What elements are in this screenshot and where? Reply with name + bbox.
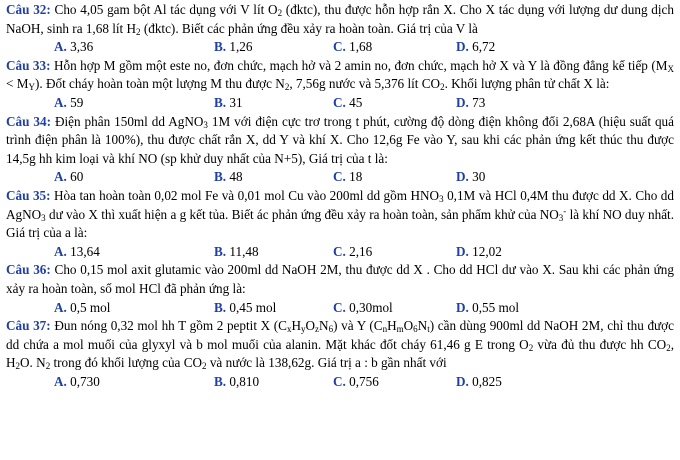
question-number: Câu 33:: [6, 57, 51, 73]
option-text: 30: [472, 169, 486, 185]
option-text: 0,730: [70, 373, 100, 389]
answer-option-a: [54, 94, 83, 113]
question-text-run: Cho 4,05 gam bột Al tác dụng với V lít O: [50, 2, 278, 17]
option-key: C.: [333, 169, 346, 185]
option-key: B.: [214, 373, 227, 389]
option-text: 0,5 mol: [70, 299, 111, 315]
question-text-run: ) cần dùng 900ml dd NaOH 2M, chỉ thu được dd chứa a mol muối của glyxyl và b mol muối của alanin. Mặt khác đốt cháy 61,46 g E trong O: [6, 318, 675, 352]
option-text: 1,68: [349, 39, 373, 55]
answer-option-b: [214, 299, 276, 318]
question-text: [6, 1, 674, 38]
question-q36: [6, 261, 674, 317]
option-key: B.: [214, 169, 227, 185]
question-text-run: và nước là 138,62g. Giá trị a : b gần nhất với: [206, 355, 447, 371]
option-key: B.: [214, 243, 227, 259]
question-text-run: 1M với điện cực trơ trong t phút, cường độ dòng điện không đổi 2,68A (hiệu suất quá trình điện phân là 100%), thu được chất rắn X, dd Y và khí X. Cho 12,6g Fe vào Y, sau khi các phản ứng kết thúc thu được 14,5g hh kim loại và khí NO (sp khử duy nhất của N+5), Giá trị của t là:: [6, 113, 675, 166]
answer-option-a: [54, 373, 100, 392]
subscript: 2: [15, 361, 21, 372]
subscript: m: [396, 324, 404, 335]
subscript: z: [315, 324, 320, 335]
subscript: 3: [41, 212, 46, 223]
question-text-run: trong đó khối lượng của CO: [50, 355, 203, 371]
option-key: B.: [214, 39, 227, 55]
option-key: D.: [456, 299, 469, 315]
question-number: Câu 35:: [6, 187, 51, 203]
option-text: 6,72: [472, 39, 496, 55]
question-number: Câu 37:: [6, 318, 51, 334]
question-q35: [6, 187, 674, 261]
subscript: 2: [440, 82, 445, 93]
question-text-run: (đktc), thu được hỗn hợp rắn X. Cho X tác dụng với lượng dư dung dịch NaOH, sinh ra 1,68 lít H: [6, 2, 675, 36]
answer-option-b: [214, 373, 259, 392]
option-text: 0,756: [349, 373, 379, 389]
subscript: 2: [202, 361, 207, 372]
option-text: 18: [349, 169, 363, 185]
answer-option-d: [456, 38, 495, 57]
subscript: 6: [328, 324, 334, 335]
answer-option-a: [54, 243, 100, 262]
option-text: 2,16: [349, 243, 373, 259]
option-key: C.: [333, 94, 346, 110]
option-text: 59: [70, 94, 84, 110]
question-text-run: , 7,56g nước và 5,376 lít CO: [289, 76, 441, 92]
answer-options: [6, 243, 674, 262]
answer-option-a: [54, 38, 93, 57]
question-q33: [6, 57, 674, 113]
answer-option-a: [54, 168, 83, 187]
answer-option-c: [333, 299, 393, 318]
question-text-run: H: [387, 318, 397, 334]
answer-options: [6, 38, 674, 57]
subscript: t: [427, 324, 430, 335]
option-key: A.: [54, 373, 67, 389]
subscript: 6: [413, 324, 418, 335]
option-key: C.: [333, 243, 346, 259]
answer-option-a: [54, 299, 110, 318]
question-text-run: H: [291, 318, 302, 334]
option-key: B.: [214, 299, 227, 315]
option-text: 0,825: [472, 373, 502, 389]
subscript: 3: [558, 212, 564, 223]
question-q37: [6, 317, 674, 391]
answer-options: [6, 299, 674, 318]
option-key: A.: [54, 299, 67, 315]
question-text: [6, 57, 674, 94]
option-text: 0,810: [229, 373, 260, 389]
subscript: x: [286, 324, 292, 335]
option-text: 3,36: [70, 39, 94, 55]
option-text: 31: [229, 94, 243, 110]
option-key: C.: [333, 299, 346, 315]
answer-options: [6, 168, 674, 187]
question-text-run: < M: [6, 76, 29, 92]
question-number: Câu 34:: [6, 113, 51, 129]
answer-option-b: [214, 243, 259, 262]
option-text: 48: [229, 169, 243, 185]
question-text-run: Hỗn hợp M gồm một este no, đơn chức, mạch hở và 2 amin no, đơn chức, mạch hở X và Y là đồng đẳng kế tiếp (M: [50, 57, 668, 73]
option-key: D.: [456, 94, 469, 110]
option-text: 13,64: [70, 243, 100, 259]
question-text-run: ) và Y (C: [333, 318, 383, 334]
question-number: Câu 32:: [6, 2, 51, 17]
subscript: X: [667, 63, 674, 74]
option-text: 11,48: [229, 243, 259, 259]
option-key: D.: [456, 373, 469, 389]
option-text: 0,55 mol: [472, 299, 520, 315]
subscript: 2: [666, 342, 671, 353]
option-key: A.: [54, 39, 67, 55]
question-text-run: N: [319, 318, 329, 334]
option-text: 0,30mol: [349, 299, 393, 315]
question-text-run: N: [417, 318, 428, 334]
option-key: D.: [456, 39, 469, 55]
option-key: C.: [333, 39, 346, 55]
question-text: [6, 113, 674, 169]
answer-option-c: [333, 243, 372, 262]
answer-option-c: [333, 373, 379, 392]
question-text-run: , H: [6, 336, 674, 371]
answer-option-d: [456, 243, 502, 262]
option-text: 73: [472, 94, 486, 110]
option-key: B.: [214, 94, 227, 110]
option-text: 0,45 mol: [229, 299, 277, 315]
option-text: 60: [70, 169, 84, 185]
option-key: D.: [456, 243, 469, 259]
subscript: 3: [439, 193, 444, 204]
question-text-run: (đktc). Biết các phản ứng đều xảy ra hoàn toàn. Giá trị của V là: [140, 20, 478, 36]
option-key: A.: [54, 243, 67, 259]
answer-option-d: [456, 94, 485, 113]
question-q34: [6, 113, 674, 187]
document-page: [6, 1, 674, 391]
subscript: 3: [203, 119, 208, 130]
question-text-run: Điện phân 150ml dd AgNO: [51, 113, 204, 129]
option-key: D.: [456, 169, 469, 185]
subscript: 2: [284, 82, 290, 93]
question-text: [6, 261, 674, 298]
answer-option-d: [456, 373, 502, 392]
answer-option-d: [456, 299, 519, 318]
subscript: Y: [28, 82, 35, 93]
subscript: 2: [136, 26, 141, 37]
answer-option-c: [333, 38, 372, 57]
answer-option-c: [333, 94, 362, 113]
question-text: [6, 317, 674, 373]
question-text-run: O: [403, 318, 414, 334]
question-text-run: 0,1M và HCl 0,4M thu được dd X. Cho dd AgNO: [6, 187, 674, 222]
question-text-run: O. N: [20, 355, 46, 371]
question-number: Câu 36:: [6, 262, 51, 278]
answer-option-b: [214, 168, 243, 187]
option-key: A.: [54, 94, 67, 110]
question-text-run: O: [305, 318, 316, 334]
question-text-run: Cho 0,15 mol axit glutamic vào 200ml dd NaOH 2M, thu được dd X . Cho dd HCl dư vào X. Sau khi các phản ứng xảy ra hoàn toàn, số mol HCl đã phản ứng là:: [6, 262, 674, 296]
question-text-run: vừa đủ thu được hh CO: [533, 336, 667, 352]
answer-options: [6, 373, 674, 392]
subscript: y: [301, 324, 306, 335]
subscript: 2: [528, 342, 534, 353]
superscript: -: [563, 205, 567, 216]
answer-options: [6, 94, 674, 113]
question-text-run: ). Đốt cháy hoàn toàn một lượng M thu được N: [34, 76, 285, 92]
subscript: n: [382, 324, 388, 335]
option-text: 12,02: [472, 243, 502, 259]
option-key: A.: [54, 169, 67, 185]
question-q32: [6, 1, 674, 57]
subscript: 2: [277, 8, 283, 18]
option-text: 45: [349, 94, 363, 110]
question-text-run: dư vào X thì xuất hiện a g kết tủa. Biết ác phản ứng đều xảy ra hoàn toàn, sản phẩm khử của NO: [45, 206, 559, 222]
question-text-run: Hòa tan hoàn toàn 0,02 mol Fe và 0,01 mol Cu vào 200ml dd gồm HNO: [50, 187, 440, 203]
question-text: [6, 187, 674, 243]
answer-option-b: [214, 94, 243, 113]
subscript: 2: [45, 361, 51, 372]
question-text-run: . Khối lượng phân tử chất X là:: [444, 76, 610, 92]
answer-option-c: [333, 168, 362, 187]
question-text-run: Đun nóng 0,32 mol hh T gồm 2 peptit X (C: [50, 318, 287, 334]
answer-option-b: [214, 38, 252, 57]
answer-option-d: [456, 168, 485, 187]
option-text: 1,26: [229, 39, 253, 55]
question-text-run: là khí NO duy nhất. Giá trị của a là:: [6, 206, 675, 241]
option-key: C.: [333, 373, 346, 389]
